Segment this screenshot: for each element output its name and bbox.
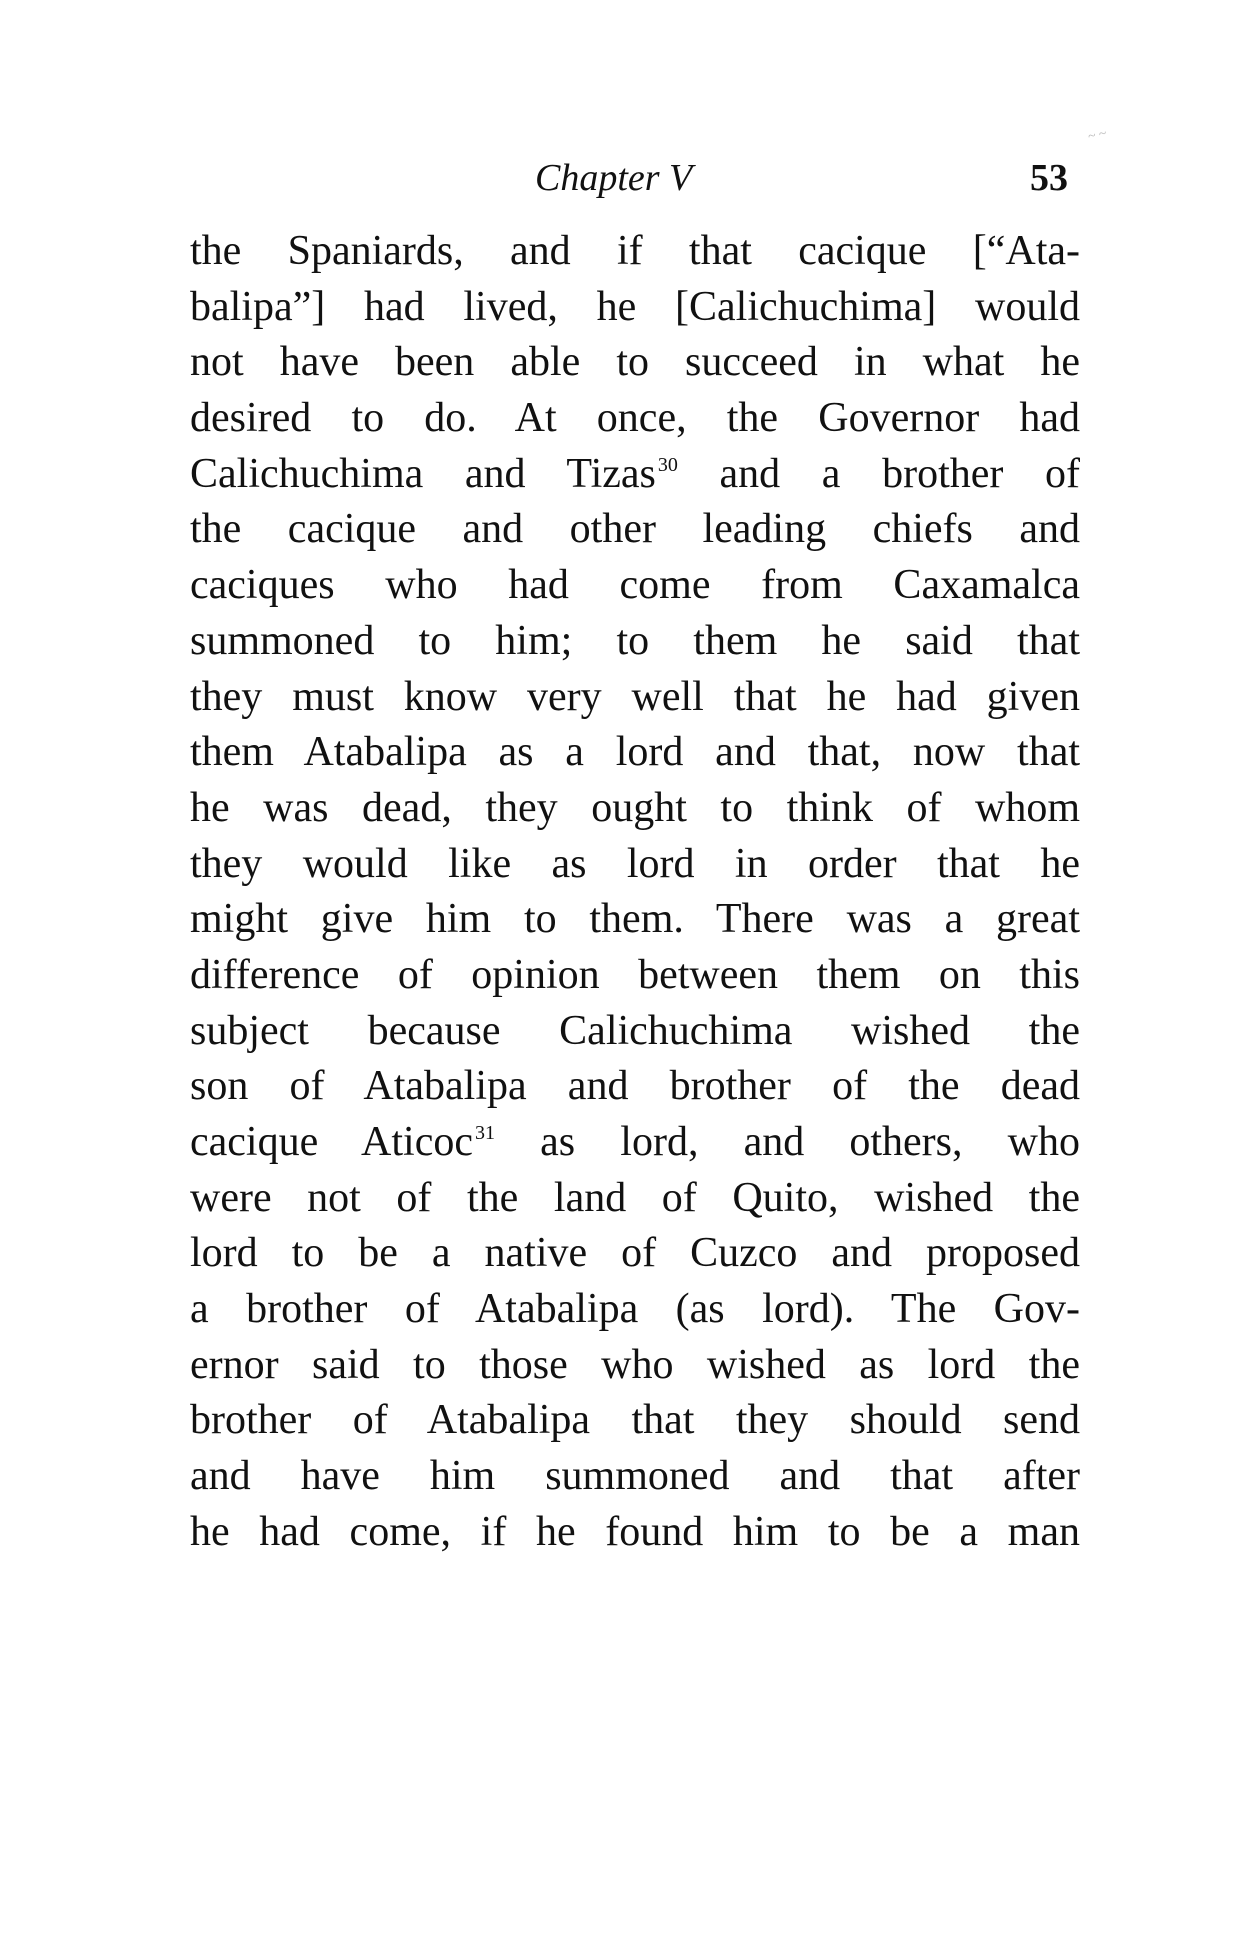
text-line: the cacique and other leading chiefs and	[190, 506, 1080, 553]
text-line: might give him to them. There was a great	[190, 896, 1080, 943]
text-line: lord to be a native of Cuzco and proposed	[190, 1230, 1080, 1277]
page-number: 53	[1030, 157, 1068, 199]
text-line	[190, 1115, 1080, 1171]
text-line: desired to do. At once, the Governor had	[190, 395, 1080, 442]
text-line: they would like as lord in order that he	[190, 840, 1080, 887]
text-line: ernor said to those who wished as lord the	[190, 1341, 1080, 1388]
text-line: were not of the land of Quito, wished the	[190, 1174, 1080, 1221]
line-text: cacique Aticoc	[190, 1119, 474, 1165]
text-line: and have him summoned and that after	[190, 1453, 1080, 1500]
text-line: summoned to him; to them he said that	[190, 617, 1080, 664]
text-line: he had come, if he found him to be a man	[190, 1508, 1080, 1555]
text-line: a brother of Atabalipa (as lord). The Gov-	[190, 1286, 1080, 1333]
text-line: he was dead, they ought to think of whom	[190, 784, 1080, 831]
text-line: difference of opinion between them on this	[190, 951, 1080, 998]
text-line: the Spaniards, and if that cacique [“Ata-	[190, 228, 1080, 274]
page-blemish: ~ ~	[1086, 126, 1108, 145]
text-line: brother of Atabalipa that they should send	[190, 1397, 1080, 1444]
line-text: as lord, and others, who	[495, 1119, 1080, 1165]
text-line: not have been able to succeed in what he	[190, 339, 1080, 386]
body-text	[190, 224, 1080, 1561]
text-line: they must know very well that he had given	[190, 673, 1080, 720]
text-line: caciques who had come from Caxamalca	[190, 562, 1080, 609]
text-line: balipa”] had lived, he [Calichuchima] would	[190, 283, 1080, 330]
line-text: Calichuchima and Tizas	[190, 450, 656, 497]
chapter-title: Chapter V	[535, 157, 693, 199]
line-text: and a brother of	[677, 450, 1080, 497]
text-line: subject because Calichuchima wished the	[190, 1007, 1080, 1054]
text-line	[190, 447, 1080, 503]
text-line: son of Atabalipa and brother of the dead	[190, 1063, 1080, 1110]
text-line: them Atabalipa as a lord and that, now that	[190, 729, 1080, 776]
footnote-ref: 30	[657, 453, 678, 476]
footnote-ref: 31	[475, 1122, 496, 1144]
running-head	[190, 152, 1080, 204]
